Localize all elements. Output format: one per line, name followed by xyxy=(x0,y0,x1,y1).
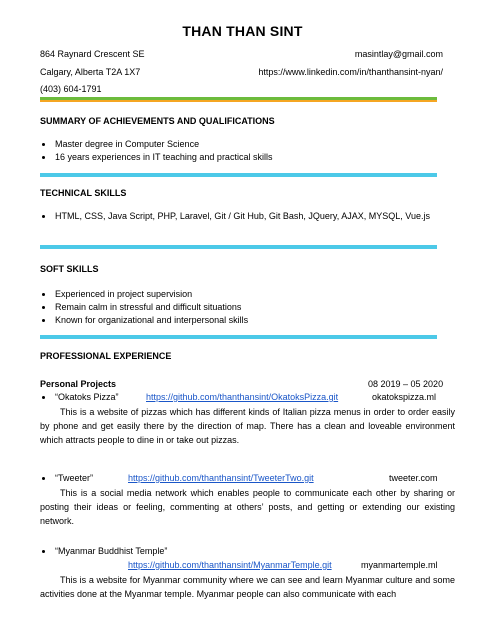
section-title: Personal Projects xyxy=(40,379,117,389)
date-range: 08 2019 – 05 2020 xyxy=(368,379,444,389)
project-repo-link[interactable]: https://github.com/thanthansint/MyanmarTemple.git xyxy=(128,560,332,570)
list-item: Master degree in Computer Science xyxy=(40,138,440,151)
experience-heading: PROFESSIONAL EXPERIENCE xyxy=(40,351,172,361)
list-item: Experienced in project supervision xyxy=(40,288,440,301)
technical-skills-heading: TECHNICAL SKILLS xyxy=(40,188,127,198)
section-divider xyxy=(40,245,437,249)
project-name: “Okatoks Pizza” xyxy=(55,392,119,402)
soft-skills-list xyxy=(40,288,440,327)
address-line-1: 864 Raynard Crescent SE xyxy=(40,49,145,59)
project-description: This is a social media network which enables people to communicate each other by sharing or posting their ideas or feeling, commenting at others’ posts, and getting or extending our existing network. xyxy=(40,488,455,526)
section-divider xyxy=(40,335,437,339)
email-link[interactable]: masintlay@gmail.com xyxy=(354,49,443,59)
project-repo-link[interactable]: https://github.com/thanthansint/TweeterTwo.git xyxy=(128,473,314,483)
technical-skills-list xyxy=(40,210,430,223)
achievements-list xyxy=(40,138,440,164)
project-description: This is a website for Myanmar community where we can see and learn Myanmar culture and some activities done at the Myanmar temple. Myanmar people can also communicate with each xyxy=(40,575,455,599)
header-divider-orange xyxy=(40,100,437,102)
project-name: “Tweeter” xyxy=(55,473,94,483)
bullet-icon xyxy=(42,550,45,553)
project-name: “Myanmar Buddhist Temple” xyxy=(55,546,168,556)
linkedin-link[interactable]: https://www.linkedin.com/in/thanthansint-nyan/ xyxy=(258,67,443,77)
project-repo-link[interactable]: https://github.com/thanthansint/OkatoksPizza.git xyxy=(146,392,339,402)
resume-name: THAN THAN SINT xyxy=(182,23,303,39)
project-site: okatokspizza.ml xyxy=(372,392,437,402)
project-description: This is a website of pizzas which has different kinds of Italian pizza menus in order to order easily by phone and get easily there by the direction of map. There has a clean and loveable environment which attracts people to dine in or take out pizzas. xyxy=(40,407,455,445)
project-site: tweeter.com xyxy=(389,473,438,483)
list-item: Known for organizational and interpersonal skills xyxy=(40,314,440,327)
section-divider xyxy=(40,173,437,177)
bullet-icon xyxy=(42,396,45,399)
project-site: myanmartemple.ml xyxy=(361,560,438,570)
achievements-heading: SUMMARY OF ACHIEVEMENTS AND QUALIFICATIONS xyxy=(40,116,275,126)
list-item: 16 years experiences in IT teaching and practical skills xyxy=(40,151,440,164)
phone-number: (403) 604-1791 xyxy=(40,84,102,94)
list-item: Remain calm in stressful and difficult situations xyxy=(40,301,440,314)
address-line-2: Calgary, Alberta T2A 1X7 xyxy=(40,67,141,77)
soft-skills-heading: SOFT SKILLS xyxy=(40,264,99,274)
bullet-icon xyxy=(42,477,45,480)
list-item: HTML, CSS, Java Script, PHP, Laravel, Git / Git Hub, Git Bash, JQuery, AJAX, MYSQL, Vue.js xyxy=(40,210,430,223)
